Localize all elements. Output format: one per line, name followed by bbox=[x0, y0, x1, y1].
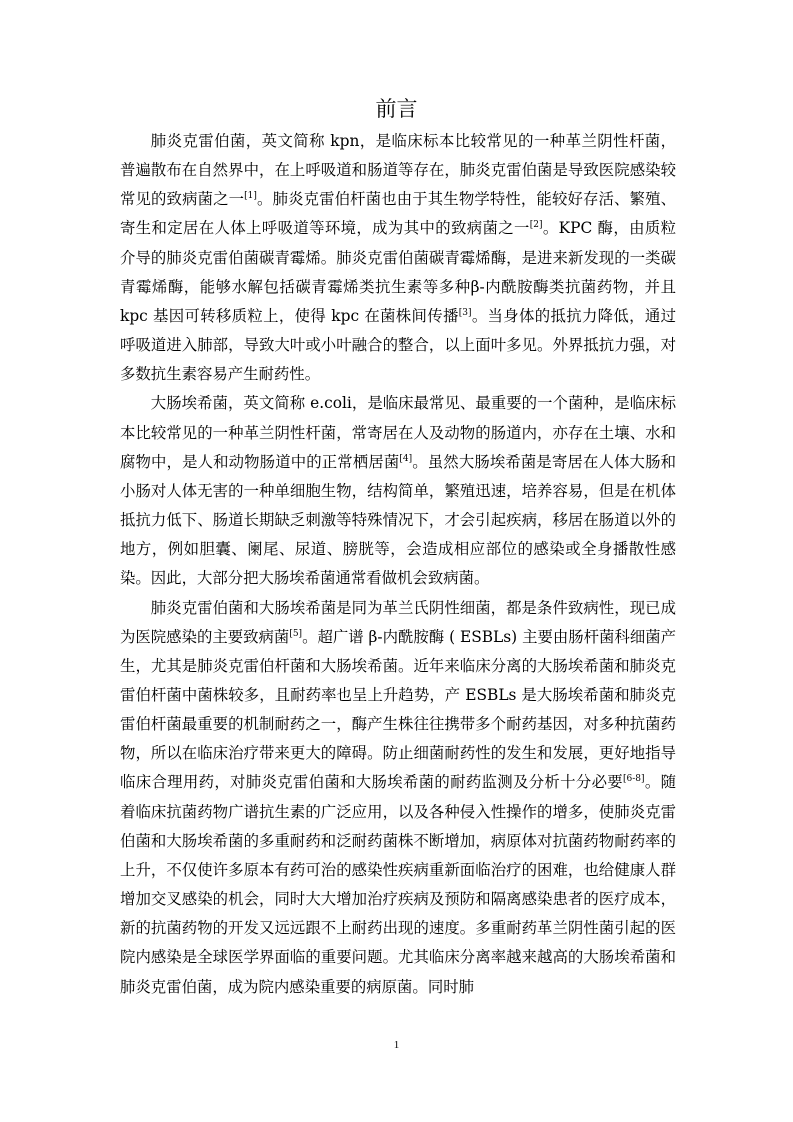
text-segment: 。虽然大肠埃希菌是寄居在人体大肠和小肠对人体无害的一种单细胞生物，结构简单，繁殖迅速，培养容易，但是在机体抵抗力低下、肠道长期缺乏刺激等特殊情况下，才会引起疾病，移居在肠道以外的地方，例如胆囊、阑尾、尿道、膀胱等，会造成相应部位的感染或全身播散性感染。因此，大部分把大肠埃希菌通常看做机会致病菌。 bbox=[120, 452, 676, 588]
page-number: 1 bbox=[393, 1039, 400, 1051]
citation-ref: [2] bbox=[529, 220, 543, 231]
text-segment: 。当身体的抵抗力降低，通过呼吸道进入肺部，导致大叶或小叶融合的整合，以上面叶多见。外界抵抗力强，对多数抗生素容易产生耐药性。 bbox=[120, 306, 676, 384]
text-segment: 。肺炎克雷伯杆菌也由于其生物学特性，能较好存活、繁殖、寄生和定居在人体上呼吸道等环境，成为其中的致病菌之一 bbox=[120, 190, 676, 238]
paragraph-ecoli bbox=[120, 389, 676, 593]
page-title: 前言 bbox=[375, 97, 418, 121]
text-segment: 肺炎克雷伯菌和大肠埃希菌是同为革兰氏阴性细菌，都是条件致病性，现已成为医院感染的主要致病菌 bbox=[120, 598, 676, 646]
citation-ref: [3] bbox=[458, 307, 472, 318]
citation-ref: [4] bbox=[399, 453, 413, 464]
text-segment: 。超广谱 β-内酰胺酶 ( ESBLs) 主要由肠杆菌科细菌产生，尤其是肺炎克雷伯杆菌和大肠埃希菌。近年来临床分离的大肠埃希菌和肺炎克雷伯杆菌中菌株较多，且耐药率也呈上升趋势，产 ESBLs 是大肠埃希菌和肺炎克雷伯杆菌最重要的机制耐药之一，酶产生株往往携带多个耐药基因，对多种抗菌药物，所以在临床治疗带来更大的障碍。防止细菌耐药性的发生和发展，更好地指导临床合理用药，对肺炎克雷伯菌和大肠埃希菌的耐药监测及分析十分必要 bbox=[120, 627, 676, 792]
text-segment: 肺炎克雷伯菌，英文简称 kpn，是临床标本比较常见的一种革兰阴性杆菌，普遍散布在自然界中，在上呼吸道和肠道等存在，肺炎克雷伯菌是导致医院感染较常见的致病菌之一 bbox=[120, 132, 676, 209]
text-segment: 。随着临床抗菌药物广谱抗生素的广泛应用，以及各种侵入性操作的增多，使肺炎克雷伯菌和大肠埃希菌的多重耐药和泛耐药菌株不断增加，病原体对抗菌药物耐药率的上升，不仅使许多原本有药可治的感染性疾病重新面临治疗的困难，也给健康人群增加交叉感染的机会，同时大大增加治疗疾病及预防和隔离感染患者的医疗成本，新的抗菌药物的开发又远远跟不上耐药出现的速度。多重耐药革兰阴性菌引起的医院内感染是全球医学界面临的重要问题。尤其临床分离率越来越高的大肠埃希菌和肺炎克雷伯菌，成为院内感染重要的病原菌。同时肺 bbox=[120, 773, 676, 996]
citation-ref: [5] bbox=[289, 628, 303, 639]
text-segment: 。KPC 酶，由质粒介导的肺炎克雷伯菌碳青霉烯。肺炎克雷伯菌碳青霉烯酶，是进来新发现的一类碳青霉烯酶，能够水解包括碳青霉烯类抗生素等多种β-内酰胺酶类抗菌药物，并且 kpc 基因可转移质粒上，使得 kpc 在菌株间传播 bbox=[120, 219, 676, 325]
paragraph-kpn bbox=[120, 127, 676, 389]
citation-ref: [6-8] bbox=[623, 774, 645, 785]
body-text bbox=[120, 127, 676, 1002]
citation-ref: [1] bbox=[244, 191, 257, 202]
paragraph-resistance bbox=[120, 594, 676, 1002]
text-segment: 大肠埃希菌，英文简称 e.coli，是临床最常见、最重要的一个菌种，是临床标本比较常见的一种革兰阴性杆菌，常寄居在人及动物的肠道内，亦存在土壤、水和腐物中，是人和动物肠道中的正常栖居菌 bbox=[120, 394, 676, 471]
